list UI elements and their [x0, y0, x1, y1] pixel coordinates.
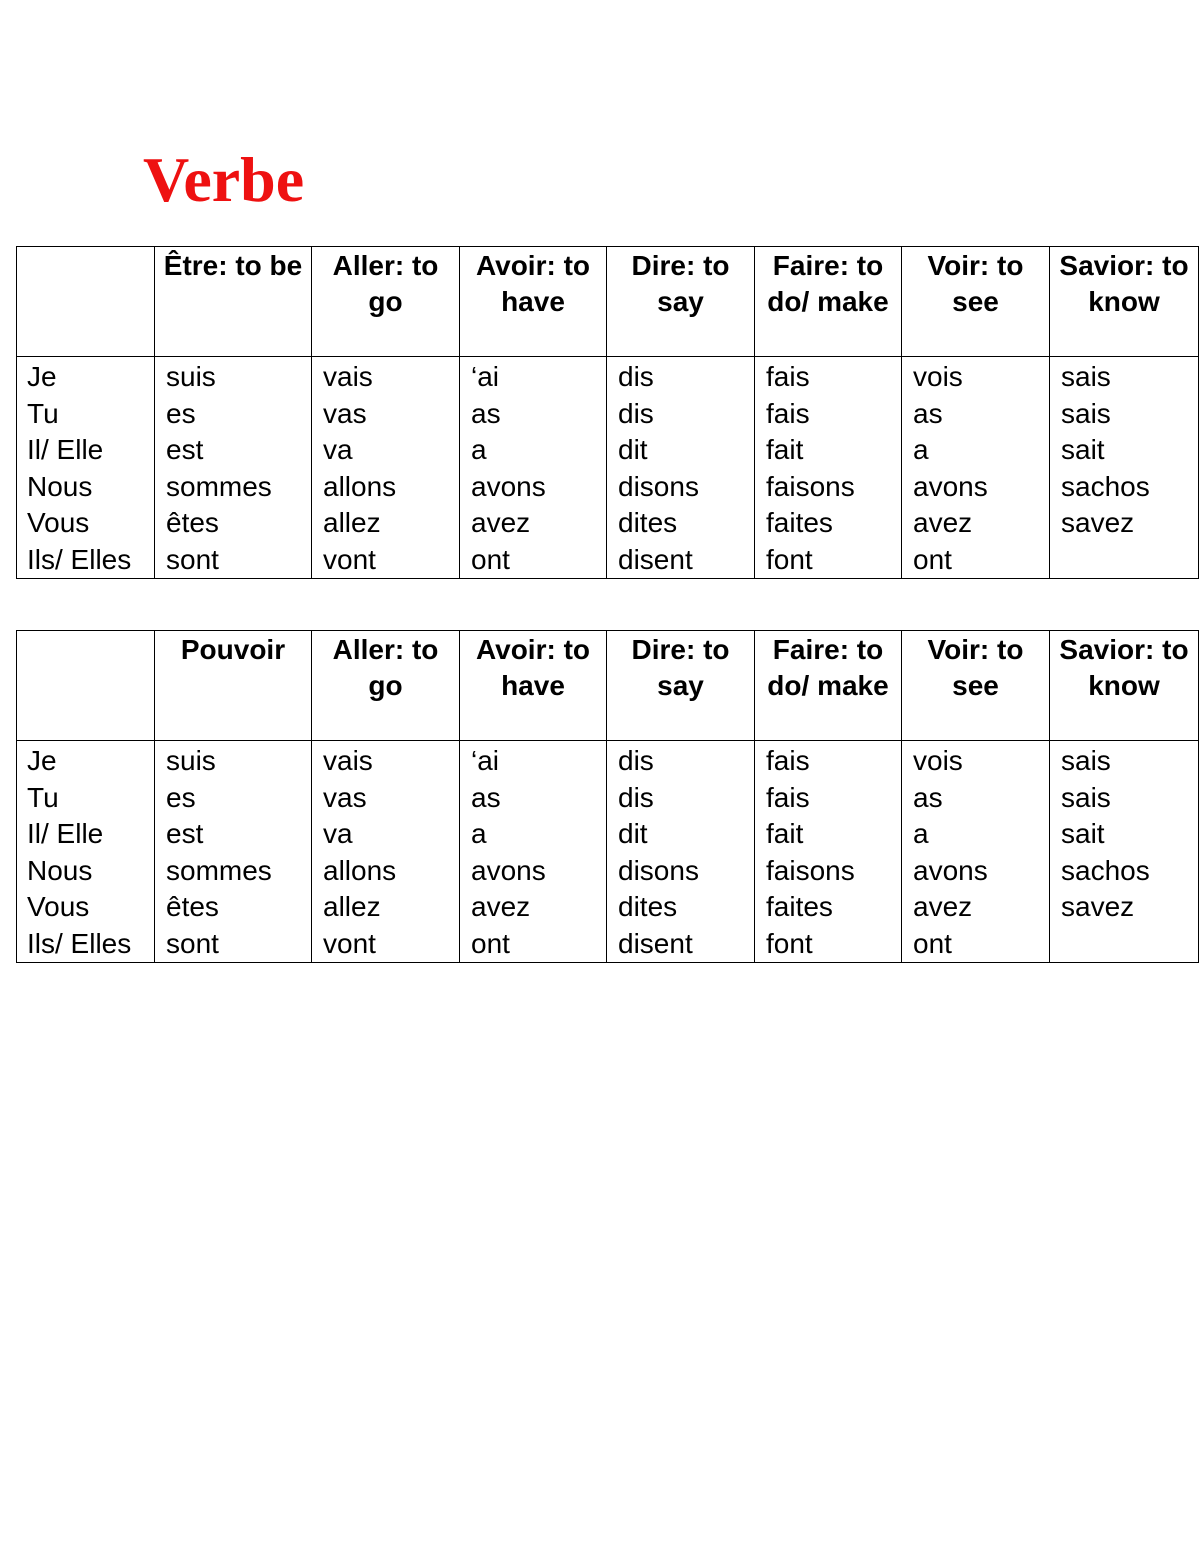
conjugation-form: fais — [766, 361, 810, 392]
conjugation-form — [1061, 542, 1198, 579]
conjugation-form: a — [471, 818, 487, 849]
conjugation-form: fais — [766, 781, 810, 813]
conjugation-form: font — [766, 543, 813, 575]
conjugation-form: avez — [471, 891, 531, 922]
conjugation-form: sais — [1061, 781, 1111, 813]
conjugation-form: as — [471, 397, 501, 429]
conjugation-form: as — [913, 397, 943, 429]
pronoun-label: Tu — [27, 781, 59, 813]
conjugation-form: vais — [323, 745, 373, 776]
conjugation-form: vois — [913, 361, 963, 392]
conjugation-form: font — [766, 927, 813, 959]
conjugation-column — [460, 741, 607, 963]
conjugation-column — [902, 741, 1050, 963]
conjugation-form: fait — [766, 818, 804, 849]
conjugation-form: disons — [618, 854, 699, 886]
conjugation-form: faites — [766, 891, 833, 922]
conjugation-form: ‘ai — [471, 361, 500, 392]
verb-header-cell: Savior: to know — [1050, 247, 1199, 357]
conjugation-form: avez — [471, 507, 531, 538]
verb-header-cell: Pouvoir — [155, 631, 312, 741]
conjugation-form: disons — [618, 470, 699, 502]
verb-header-cell: Dire: to say — [607, 631, 755, 741]
conjugation-form: fais — [766, 745, 810, 776]
conjugation-column — [312, 357, 460, 579]
conjugation-column — [460, 357, 607, 579]
conjugation-form: avons — [471, 854, 546, 886]
conjugation-column — [607, 741, 755, 963]
conjugation-form: sachos — [1061, 854, 1150, 886]
conjugation-form: dites — [618, 507, 678, 538]
verb-header-cell: Aller: to go — [312, 247, 460, 357]
verb-header-cell: Être: to be — [155, 247, 312, 357]
conjugation-form: allez — [323, 891, 381, 922]
conjugation-table — [16, 246, 1199, 579]
conjugation-form: disent — [618, 543, 693, 575]
conjugation-form: a — [913, 818, 929, 849]
pronoun-column — [17, 357, 155, 579]
conjugation-form: sais — [1061, 361, 1111, 392]
conjugation-form: faisons — [766, 854, 855, 886]
conjugation-form: dis — [618, 361, 654, 392]
conjugation-form: allons — [323, 470, 397, 502]
conjugation-form: suis — [166, 745, 216, 776]
conjugation-form: sont — [166, 927, 219, 959]
conjugation-form: fais — [766, 397, 810, 429]
conjugation-form: ont — [913, 543, 952, 575]
pronoun-label: Je — [27, 745, 57, 776]
header-row — [17, 631, 1199, 741]
conjugation-form: dit — [618, 818, 648, 849]
body-row — [17, 741, 1199, 963]
conjugation-form: faisons — [766, 470, 855, 502]
conjugation-column — [607, 357, 755, 579]
conjugation-column — [1050, 357, 1199, 579]
conjugation-form: savez — [1061, 891, 1135, 922]
pronoun-label: Vous — [27, 891, 90, 922]
header-cell-empty — [17, 247, 155, 357]
conjugation-form: disent — [618, 927, 693, 959]
pronoun-label: Il/ Elle — [27, 434, 104, 465]
conjugation-form: savez — [1061, 507, 1135, 538]
verb-header-cell: Aller: to go — [312, 631, 460, 741]
conjugation-form: va — [323, 434, 353, 465]
conjugation-form: dis — [618, 781, 654, 813]
conjugation-form: sais — [1061, 397, 1111, 429]
conjugation-form: ont — [471, 927, 510, 959]
conjugation-form: vas — [323, 781, 367, 813]
conjugation-form: as — [471, 781, 501, 813]
verb-header-cell: Faire: to do/ make — [755, 247, 902, 357]
conjugation-form: avons — [471, 470, 546, 502]
conjugation-form: sont — [166, 543, 219, 575]
pronoun-label: Tu — [27, 397, 59, 429]
conjugation-column — [755, 357, 902, 579]
conjugation-column — [155, 357, 312, 579]
conjugation-form: dites — [618, 891, 678, 922]
conjugation-form: avons — [913, 854, 988, 886]
conjugation-form: sachos — [1061, 470, 1150, 502]
conjugation-form: dis — [618, 397, 654, 429]
conjugation-form: a — [471, 434, 487, 465]
pronoun-label: Ils/ Elles — [27, 927, 132, 959]
conjugation-form: sommes — [166, 470, 272, 502]
conjugation-form: ‘ai — [471, 745, 500, 776]
conjugation-form — [1061, 926, 1198, 963]
pronoun-label: Je — [27, 361, 57, 392]
conjugation-table — [16, 630, 1199, 963]
conjugation-column — [902, 357, 1050, 579]
conjugation-form: sait — [1061, 818, 1105, 849]
conjugation-form: est — [166, 434, 204, 465]
conjugation-form: fait — [766, 434, 804, 465]
conjugation-form: vois — [913, 745, 963, 776]
conjugation-form: es — [166, 397, 196, 429]
conjugation-form: vont — [323, 927, 376, 959]
body-row — [17, 357, 1199, 579]
conjugation-column — [155, 741, 312, 963]
verb-header-cell: Dire: to say — [607, 247, 755, 357]
conjugation-form: avez — [913, 507, 973, 538]
conjugation-form: as — [913, 781, 943, 813]
pronoun-label: Nous — [27, 854, 93, 886]
conjugation-form: avons — [913, 470, 988, 502]
conjugation-form: sais — [1061, 745, 1111, 776]
pronoun-label: Ils/ Elles — [27, 543, 132, 575]
pronoun-label: Il/ Elle — [27, 818, 104, 849]
conjugation-form: vont — [323, 543, 376, 575]
verb-header-cell: Voir: to see — [902, 247, 1050, 357]
conjugation-column — [755, 741, 902, 963]
conjugation-form: avez — [913, 891, 973, 922]
pronoun-label: Vous — [27, 507, 90, 538]
conjugation-form: a — [913, 434, 929, 465]
conjugation-form: vas — [323, 397, 367, 429]
conjugation-form: faites — [766, 507, 833, 538]
conjugation-column — [1050, 741, 1199, 963]
conjugation-form: ont — [913, 927, 952, 959]
verb-header-cell: Voir: to see — [902, 631, 1050, 741]
conjugation-form: est — [166, 818, 204, 849]
verb-header-cell: Avoir: to have — [460, 247, 607, 357]
conjugation-form: sait — [1061, 434, 1105, 465]
conjugation-form: es — [166, 781, 196, 813]
conjugation-form: allons — [323, 854, 397, 886]
verb-header-cell: Savior: to know — [1050, 631, 1199, 741]
verb-header-cell: Avoir: to have — [460, 631, 607, 741]
header-row — [17, 247, 1199, 357]
pronoun-label: Nous — [27, 470, 93, 502]
page-title: Verbe — [143, 144, 305, 215]
conjugation-form: vais — [323, 361, 373, 392]
conjugation-form: suis — [166, 361, 216, 392]
verb-header-cell: Faire: to do/ make — [755, 631, 902, 741]
conjugation-form: dis — [618, 745, 654, 776]
conjugation-form: êtes — [166, 507, 219, 538]
conjugation-form: ont — [471, 543, 510, 575]
conjugation-form: êtes — [166, 891, 219, 922]
pronoun-column — [17, 741, 155, 963]
header-cell-empty — [17, 631, 155, 741]
conjugation-form: dit — [618, 434, 648, 465]
conjugation-form: va — [323, 818, 353, 849]
conjugation-column — [312, 741, 460, 963]
conjugation-form: allez — [323, 507, 381, 538]
conjugation-form: sommes — [166, 854, 272, 886]
